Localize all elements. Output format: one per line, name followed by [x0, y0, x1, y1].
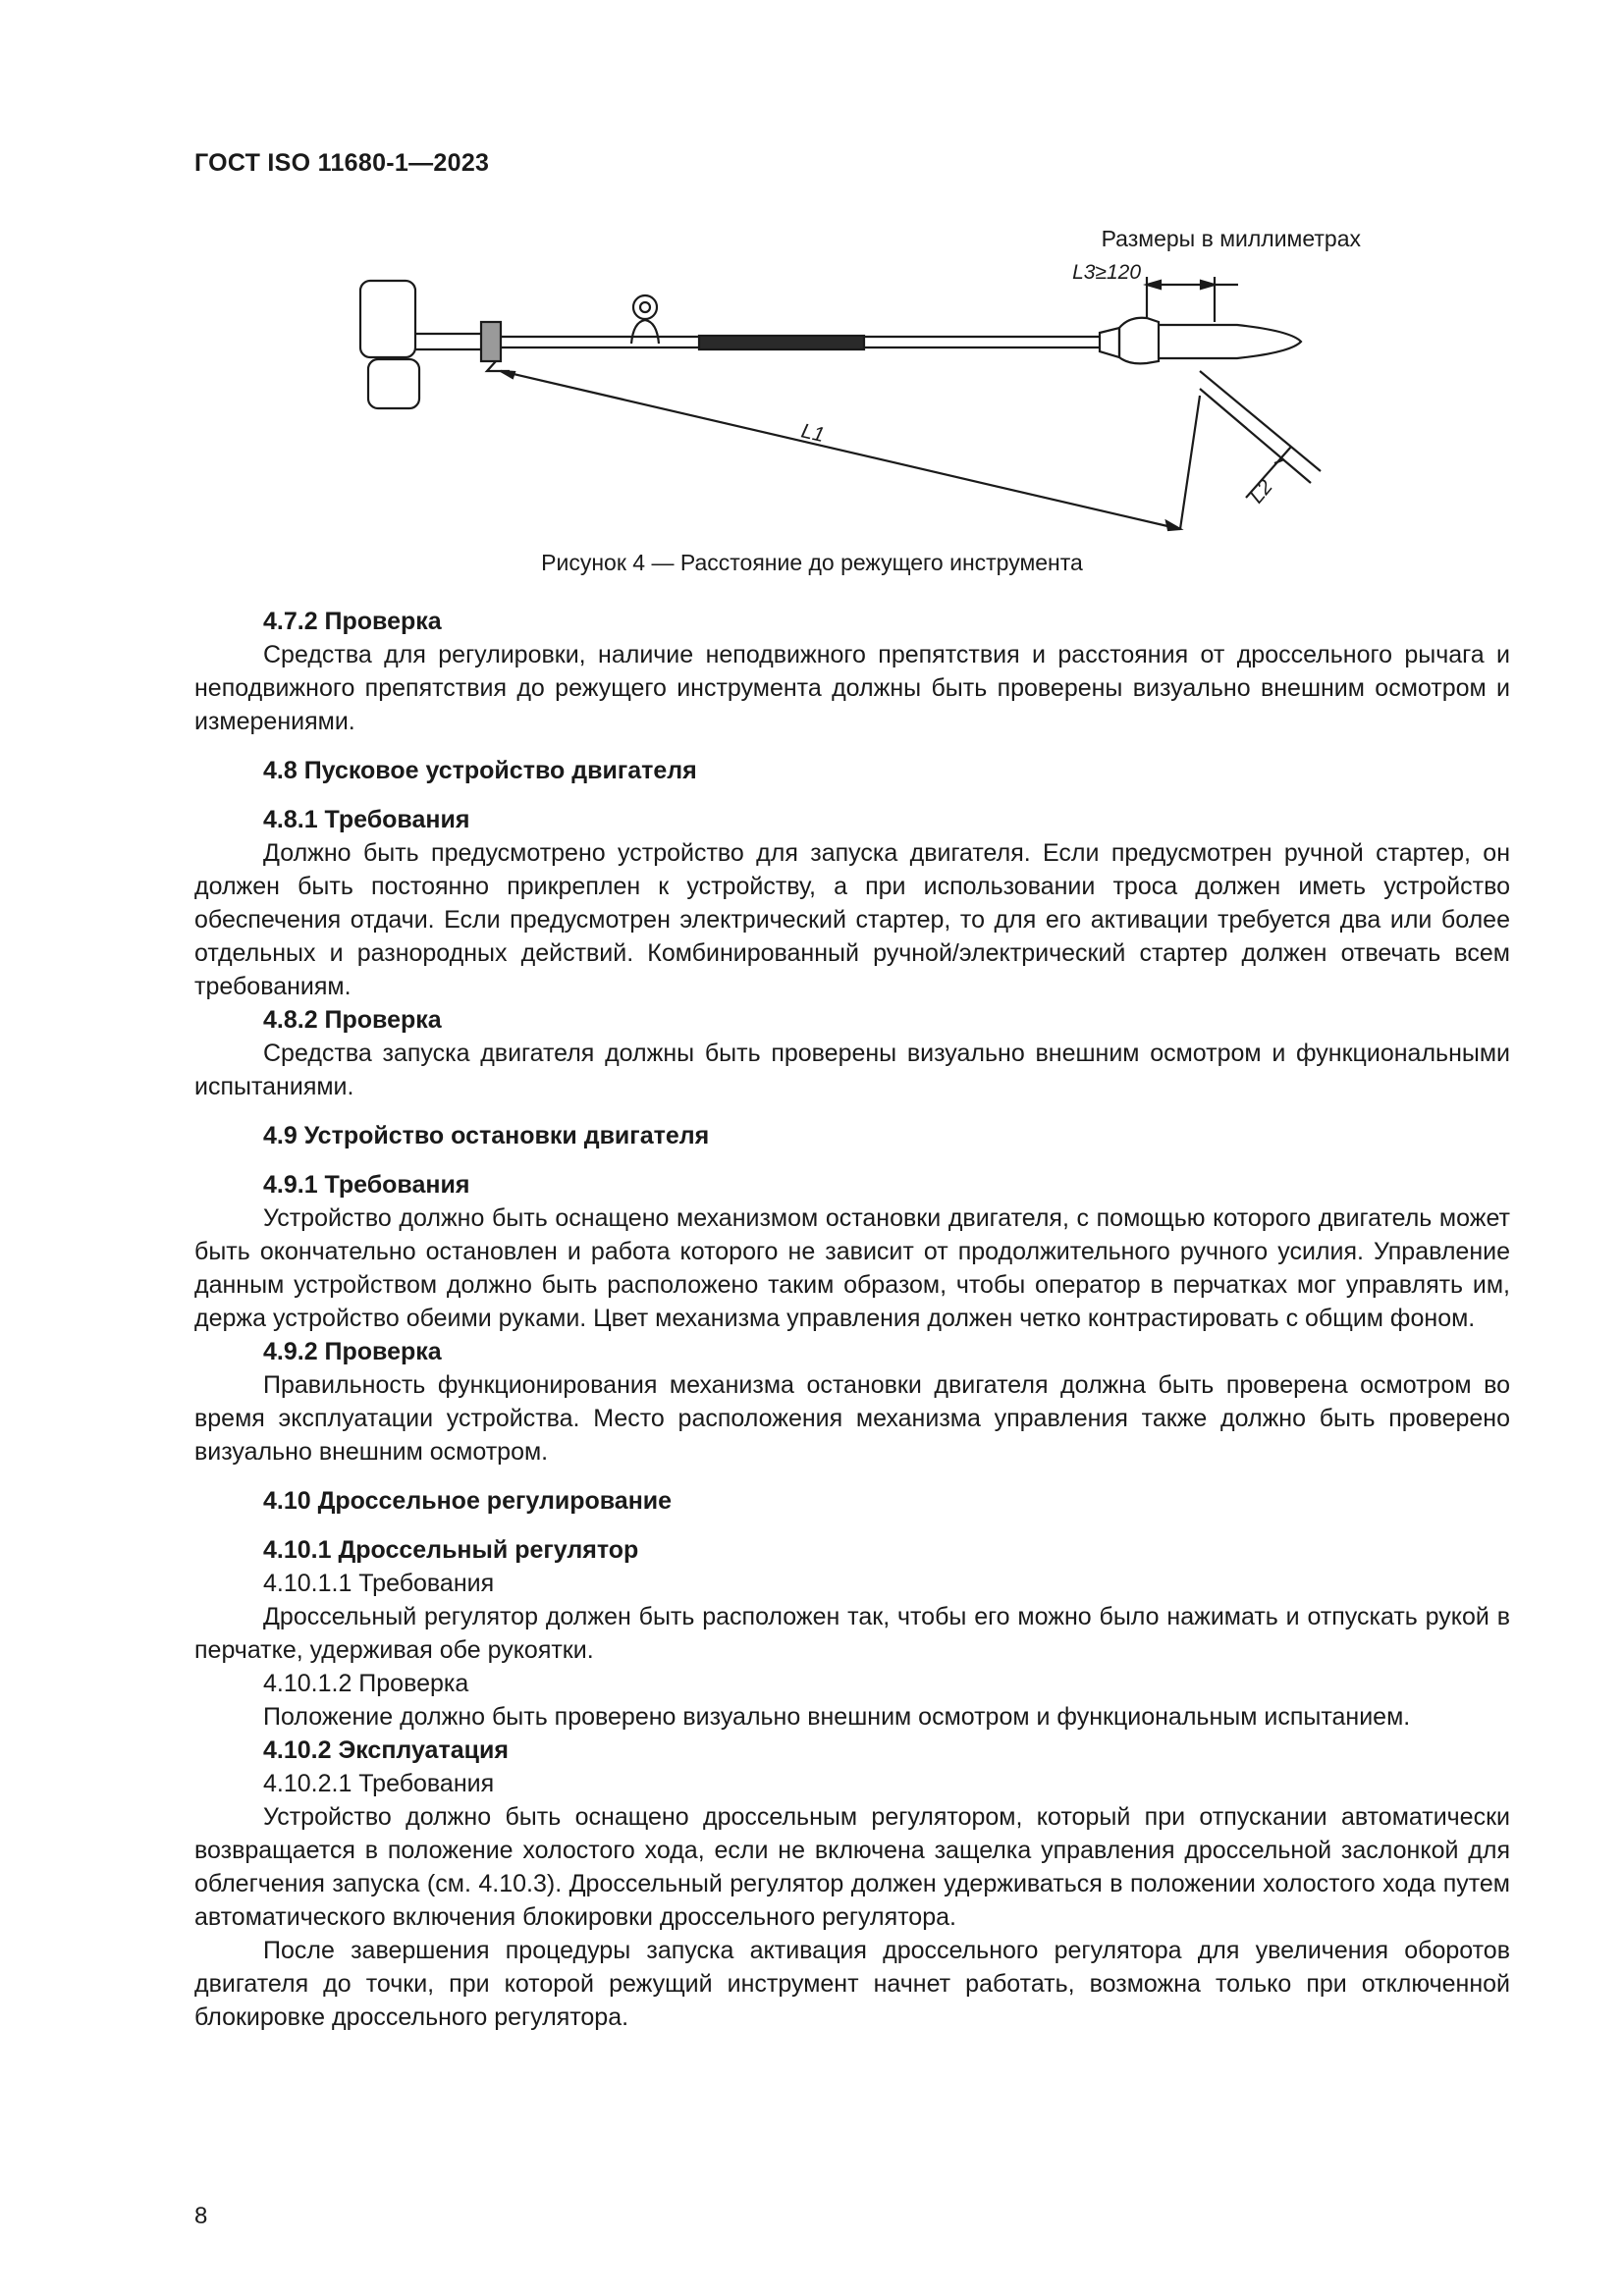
- document-body: [194, 605, 1510, 2034]
- heading-4-9-2: 4.9.2 Проверка: [263, 1338, 442, 1365]
- subheading-4-10-1-2: 4.10.1.2 Проверка: [263, 1670, 469, 1697]
- heading-4-7-2: 4.7.2 Проверка: [263, 608, 442, 635]
- subheading-4-10-2-1: 4.10.2.1 Требования: [263, 1770, 495, 1797]
- heading-4-10-2: 4.10.2 Эксплуатация: [263, 1736, 509, 1764]
- shaft-grip: [699, 336, 864, 349]
- paragraph: Средства для регулировки, наличие неподвижного препятствия и расстояния от дроссельного рычага и неподвижного препятствия до режущего инструмента должны быть проверены визуально внешним осмотром и измерениями.: [194, 641, 1510, 735]
- paragraph: Должно быть предусмотрено устройство для запуска двигателя. Если предусмотрен ручной стартер, он должен быть постоянно прикреплен к устройству, а при использовании троса должен иметь устройство обеспечения отдачи. Если предусмотрен электрический стартер, то для его активации требуется два или более отдельных и разнородных действий. Комбинированный ручной/электрический стартер должен отвечать всем требованиям.: [194, 839, 1510, 1000]
- throttle-lever: [487, 361, 510, 371]
- standard-code: ГОСТ ISO 11680-1—2023: [194, 149, 490, 177]
- heading-4-10-1: 4.10.1 Дроссельный регулятор: [263, 1536, 639, 1564]
- paragraph: Средства запуска двигателя должны быть проверены визуально внешним осмотром и функциональными испытаниями.: [194, 1040, 1510, 1100]
- l3-label: L3≥120: [1072, 263, 1141, 284]
- paragraph: После завершения процедуры запуска активация дроссельного регулятора для увеличения оборотов двигателя до точки, при которой режущий инструмент начнет работать, возможна только при отключенной блокировке дроссельного регулятора.: [194, 1937, 1510, 2031]
- l2-label: L2: [1245, 475, 1277, 508]
- figure-caption: Рисунок 4 — Расстояние до режущего инструмента: [541, 550, 1083, 575]
- cutting-head: [1119, 318, 1159, 364]
- heading-4-9-1: 4.9.1 Требования: [263, 1171, 470, 1199]
- paragraph: Дроссельный регулятор должен быть расположен так, чтобы его можно было нажимать и отпускать рукой в перчатке, удерживая обе рукоятки.: [194, 1603, 1510, 1664]
- ring-handle: [633, 295, 657, 319]
- paragraph: Устройство должно быть оснащено дроссельным регулятором, который при отпускании автоматически возвращается в положение холостого хода, если не включена защелка управления дроссельной заслонкой для облегчения запуска (см. 4.10.3). Дроссельный регулятор должен удерживаться в положении холостого хода путем автоматического включения блокировки дроссельного регулятора.: [194, 1803, 1510, 1931]
- heading-4-8-1: 4.8.1 Требования: [263, 806, 470, 833]
- paragraph: Правильность функционирования механизма остановки двигателя должна быть проверена осмотром во время эксплуатации устройства. Место расположения механизма управления также должно быть проверено визуально внешним осмотром.: [194, 1371, 1510, 1466]
- paragraph: Положение должно быть проверено визуально внешним осмотром и функциональным испытанием.: [263, 1703, 1411, 1731]
- subheading-4-10-1-1: 4.10.1.1 Требования: [263, 1570, 495, 1597]
- cutting-blade: [1159, 325, 1301, 358]
- engine-housing: [360, 281, 415, 357]
- figure-4-drawing: [344, 263, 1375, 548]
- throttle-grip: [481, 322, 501, 361]
- l1-label: L1: [798, 419, 827, 448]
- heading-4-10: 4.10 Дроссельное регулирование: [263, 1487, 673, 1515]
- heading-4-8-2: 4.8.2 Проверка: [263, 1006, 442, 1034]
- paragraph: Устройство должно быть оснащено механизмом остановки двигателя, с помощью которого двигатель может быть окончательно остановлен и работа которого не зависит от продолжительного ручного усилия. Управление данным устройством должно быть расположено таким образом, чтобы оператор в перчатках мог управлять им, держа устройство обеими руками. Цвет механизма управления должен четко контрастировать с общим фоном.: [194, 1204, 1510, 1332]
- fuel-tank: [368, 359, 419, 408]
- heading-4-9: 4.9 Устройство остановки двигателя: [263, 1122, 710, 1149]
- gearhead: [1100, 328, 1119, 357]
- page-number: 8: [194, 2203, 208, 2229]
- heading-4-8: 4.8 Пусковое устройство двигателя: [263, 757, 697, 784]
- units-note: Размеры в миллиметрах: [1101, 226, 1361, 251]
